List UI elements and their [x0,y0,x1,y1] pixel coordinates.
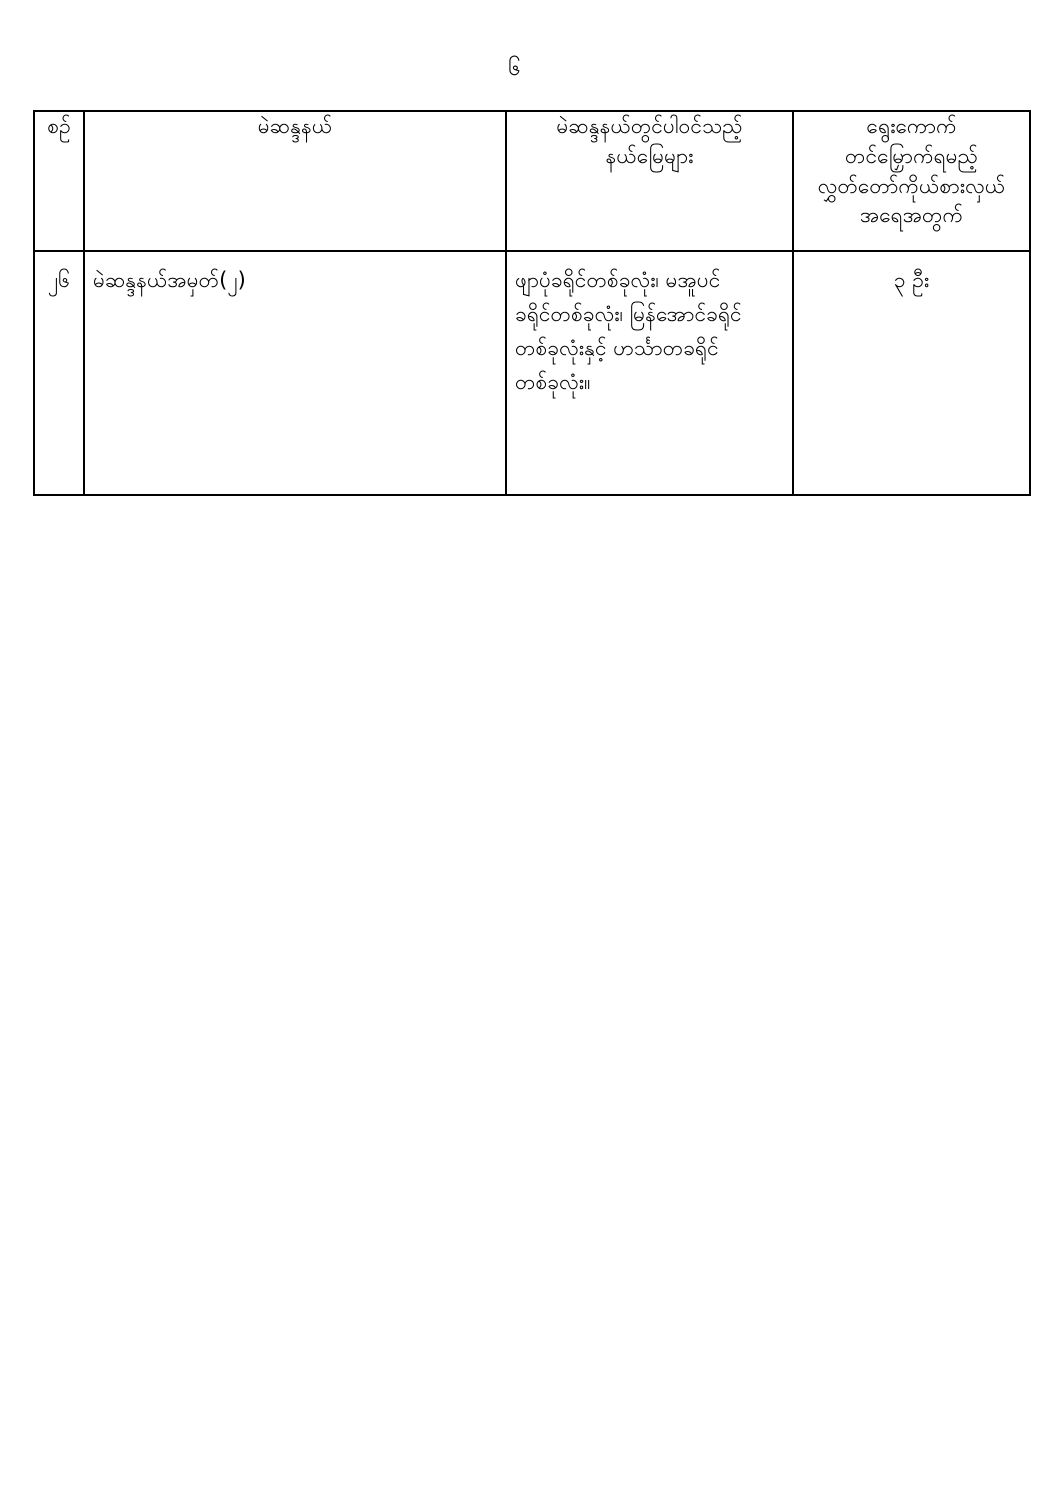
table-row [34,251,1030,495]
cell-constituency: မဲဆန္ဒနယ်အမှတ်(၂) [84,251,506,495]
header-cell-no: စဉ် [34,111,84,251]
header-representatives-line-1: ရွေးကောက် [866,114,957,138]
header-included-areas-line-1: မဲဆန္ဒနယ်တွင်ပါဝင်သည့် [556,114,743,138]
cell-included-areas [506,251,793,495]
area-line-1: ဖျာပုံခရိုင်တစ်ခုလုံး၊ မအူပင် [515,268,721,292]
header-representatives-line-3: လွှတ်တော်ကိုယ်စားလှယ် [817,173,1006,198]
header-representatives-line-4: အရေအတွက် [859,203,963,228]
table-container [33,110,1028,496]
cell-no: ၂၆ [34,251,84,495]
page-number: ၆ [508,56,521,81]
header-cell-constituency: မဲဆန္ဒနယ် [84,111,506,251]
header-cell-representatives [793,111,1030,251]
header-cell-included-areas [506,111,793,251]
header-row [34,111,1030,251]
header-representatives-line-2: တင်မြှောက်ရမည့် [845,143,978,168]
table-header [34,111,1030,251]
area-line-4: တစ်ခုလုံး။ [515,370,591,395]
area-line-2: ခရိုင်တစ်ခုလုံး၊ မြန်အောင်ခရိုင် [515,302,742,327]
constituency-table [33,110,1031,496]
table-body [34,251,1030,495]
area-line-3: တစ်ခုလုံးနှင့် ဟင်္သာတခရိုင် [515,336,719,361]
header-included-areas-line-2: နယ်မြေများ [605,143,694,168]
cell-representative-count: ၃ ဦး [793,251,1030,495]
